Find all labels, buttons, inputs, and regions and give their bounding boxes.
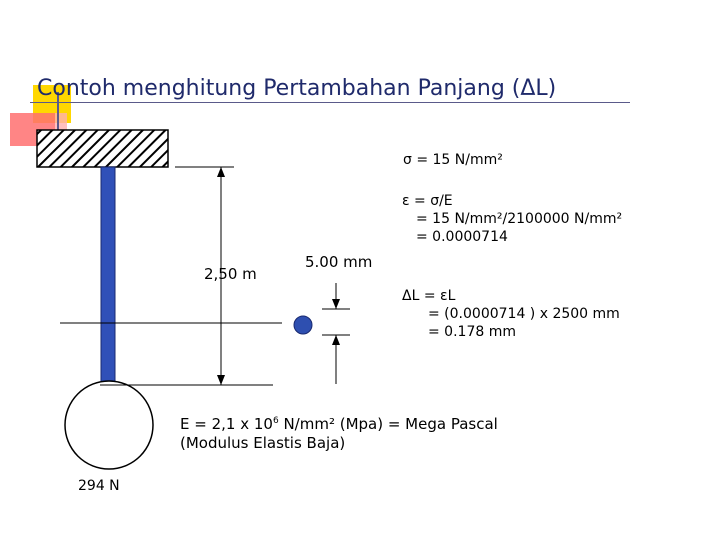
modulus-prefix: E = 2,1 x 10 — [180, 415, 273, 433]
diameter-arrow-top — [332, 299, 340, 309]
diameter-arrow-bottom — [332, 335, 340, 345]
elongation-equation-line1: ΔL = εL — [402, 288, 456, 304]
elongation-equation-line3: = 0.178 mm — [428, 324, 516, 340]
cross-section-dot — [294, 316, 312, 334]
modulus-exponent: 6 — [272, 416, 279, 426]
stress-equation: σ = 15 N/mm² — [403, 152, 503, 168]
length-arrow-bottom — [217, 375, 225, 385]
strain-equation-line1: ε = σ/E — [402, 193, 453, 209]
length-label: 2,50 m — [204, 265, 257, 283]
weight-label: 294 N — [78, 478, 120, 494]
strain-equation-line2: = 15 N/mm²/2100000 N/mm² — [416, 211, 623, 227]
diameter-label: 5.00 mm — [305, 253, 373, 271]
elongation-equation-line2: = (0.0000714 ) x 2500 mm — [428, 306, 620, 322]
fixed-support — [37, 130, 168, 167]
hanging-weight — [65, 381, 153, 469]
strain-equation-line3: = 0.0000714 — [416, 229, 508, 245]
slide-title: Contoh menghitung Pertambahan Panjang (ΔL) — [37, 76, 557, 101]
modulus-suffix: N/mm² (Mpa) = Mega Pascal — [278, 415, 498, 433]
length-arrow-top — [217, 167, 225, 177]
steel-rod — [101, 167, 115, 385]
modulus-note: (Modulus Elastis Baja) — [180, 434, 346, 452]
